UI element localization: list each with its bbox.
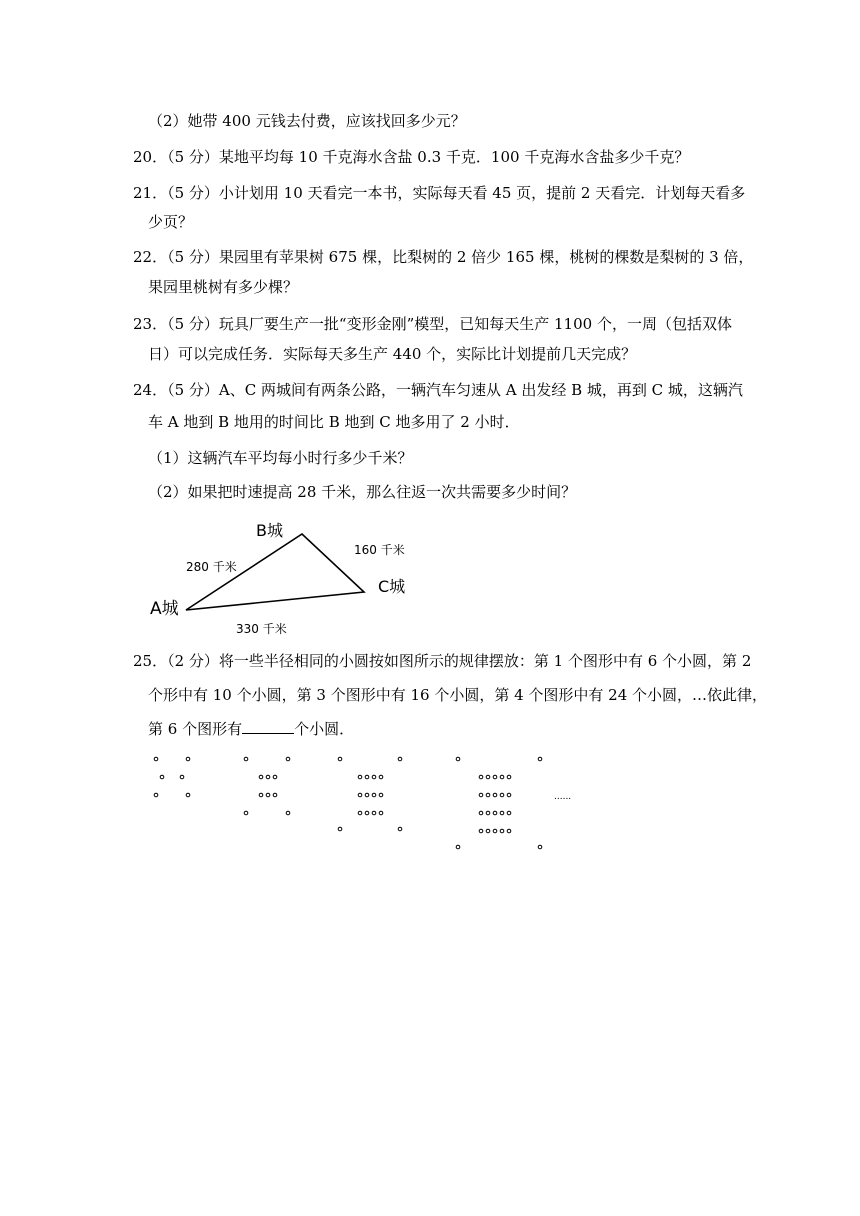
q24-part2: （2）如果把时速提高 28 千米，那么往返一次共需要多少时间？ [148,483,577,501]
figure3-dot [372,793,376,797]
city-b-label: B城 [256,521,283,540]
figure3-dot [379,793,383,797]
figure3-dot [365,793,369,797]
figure2-dot [244,811,248,815]
q22-line1: 22．（5 分）果园里有苹果树 675 棵，比梨树的 2 倍少 165 棵，桃树的棵数是梨树的 3 倍， [133,248,754,266]
figure1-dot [186,757,190,761]
figure4-dot [507,811,511,815]
q21-line2: 少页？ [148,213,194,231]
figure4-dot [486,811,490,815]
figure2-dot [273,775,277,779]
figure4-dot [479,775,483,779]
figure4-dot [456,845,460,849]
distance-ab-label: 280 千米 [186,560,237,574]
figure4-dot [507,793,511,797]
q22-line2: 果园里桃树有多少棵？ [148,278,299,296]
figure3-dot [338,757,342,761]
figure2-dot [266,775,270,779]
triangle-route-diagram [140,512,430,640]
distance-bc-label: 160 千米 [354,543,405,557]
q23-line1: 23．（5 分）玩具厂要生产一批“变形金刚”模型，已知每天生产 1100 个，一周（包括双体 [133,315,732,333]
figure2-dot [266,793,270,797]
q23-line2: 日）可以完成任务．实际每天多生产 440 个，实际比计划提前几天完成？ [148,345,637,363]
q25-line1: 25．（2 分）将一些半径相同的小圆按如图所示的规律摆放：第 1 个图形中有 6 个小圆，第 2 [133,652,752,670]
circle-pattern-dots [154,757,542,849]
figure2-dot [273,793,277,797]
circle-pattern-figure [140,748,600,858]
figure3-dot [379,811,383,815]
figure4-dot [479,829,483,833]
distance-ac-label: 330 千米 [236,622,287,636]
figure4-dot [493,811,497,815]
figure2-dot [259,775,263,779]
figure3-dot [358,775,362,779]
figure4-dot [538,757,542,761]
city-a-label: A城 [150,599,179,619]
figure3-dot [398,827,402,831]
figure4-dot [500,793,504,797]
figure1-dot [180,775,184,779]
figure3-dot [365,811,369,815]
figure3-dot [338,827,342,831]
figure4-dot [486,775,490,779]
figure3-dot [379,775,383,779]
figure4-dot [493,793,497,797]
q24-line1: 24．（5 分）A、C 两城间有两条公路，一辆汽车匀速从 A 出发经 B 城，再到 C 城，这辆汽 [133,381,743,399]
answer-blank[interactable] [242,719,294,734]
figure4-dot [500,811,504,815]
q24-part1: （1）这辆汽车平均每小时行多少千米？ [148,449,413,467]
figure4-dot [486,793,490,797]
figure1-dot [186,793,190,797]
figure3-dot [372,775,376,779]
figure4-dot [500,775,504,779]
q19-part2: （2）她带 400 元钱去付费，应该找回多少元？ [148,112,466,130]
figure3-dot [365,775,369,779]
q25-line3-prefix: 第 6 个图形有 [148,720,243,738]
figure3-dot [398,757,402,761]
q25-line3 [148,719,354,739]
figure3-dot [372,811,376,815]
figure3-dot [358,793,362,797]
figure4-dot [479,811,483,815]
figure2-dot [244,757,248,761]
figure4-dot [493,829,497,833]
q25-line3-suffix: 个小圆． [294,720,355,738]
figure4-dot [507,829,511,833]
figure4-dot [538,845,542,849]
ellipsis-text: ...... [554,792,572,802]
figure4-dot [500,829,504,833]
figure4-dot [456,757,460,761]
q25-line2: 个形中有 10 个小圆，第 3 个图形中有 16 个小圆，第 4 个图形中有 24 个小圆，…依此律， [148,686,768,704]
figure4-dot [479,793,483,797]
figure1-dot [160,775,164,779]
city-c-label: C城 [378,577,406,596]
figure2-dot [259,793,263,797]
figure1-dot [154,757,158,761]
figure2-dot [286,757,290,761]
q21-line1: 21．（5 分）小计划用 10 天看完一本书，实际每天看 45 页，提前 2 天看完．计划每天看多 [133,184,746,202]
figure3-dot [358,811,362,815]
figure2-dot [286,811,290,815]
q24-line2: 车 A 地到 B 地用的时间比 B 地到 C 地多用了 2 小时． [148,413,520,431]
figure1-dot [154,793,158,797]
q20: 20．（5 分）某地平均每 10 千克海水含盐 0.3 千克．100 千克海水含盐多少千克？ [133,148,690,166]
figure4-dot [493,775,497,779]
figure4-dot [507,775,511,779]
figure4-dot [486,829,490,833]
